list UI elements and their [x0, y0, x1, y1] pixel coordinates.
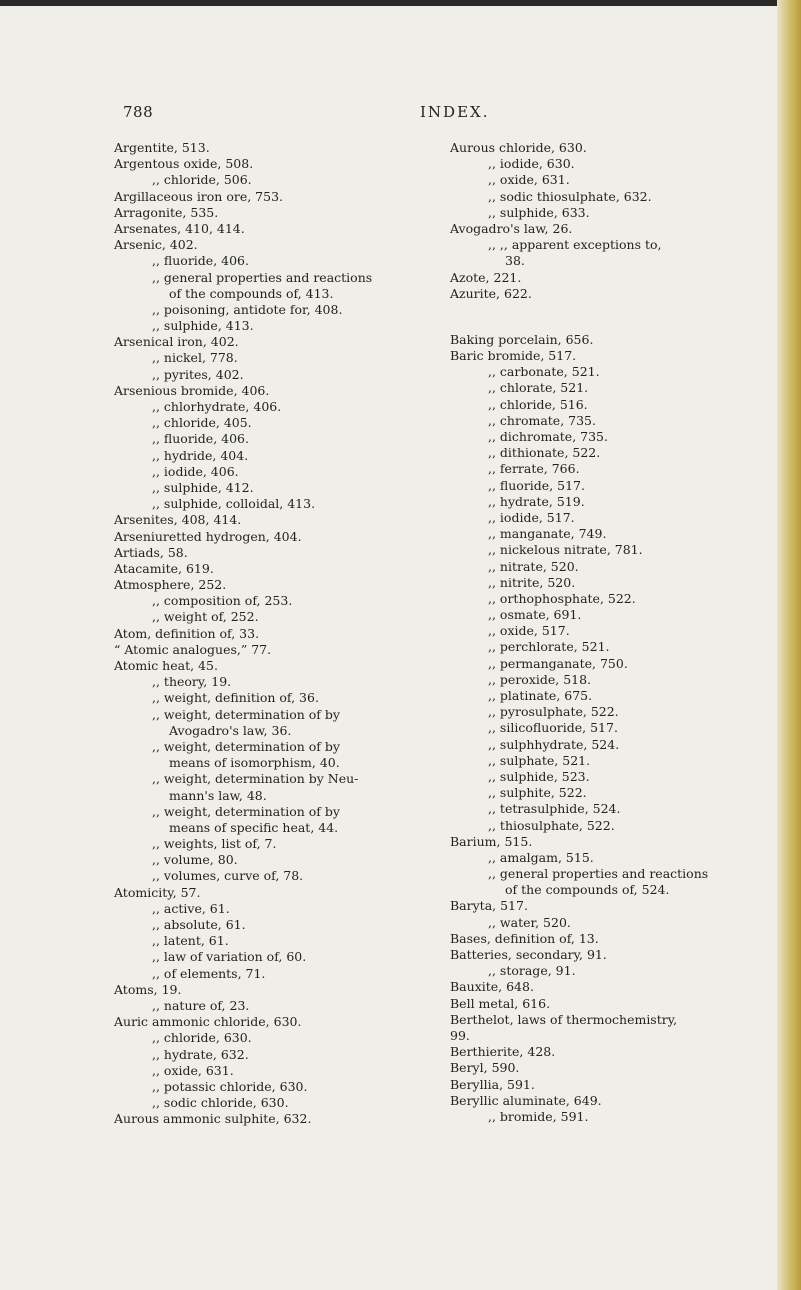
index-entry: Aurous ammonic sulphite, 632. — [114, 1111, 312, 1127]
index-column-left — [114, 140, 424, 1127]
index-subentry: ,, general properties and reactions — [488, 866, 709, 882]
index-subentry: ,, nickelous nitrate, 781. — [488, 542, 643, 558]
index-subentry: ,, chloride, 506. — [152, 172, 252, 188]
index-subentry: ,, sulphide, 633. — [488, 204, 590, 220]
index-entry: Beryllia, 591. — [450, 1076, 535, 1092]
index-subentry: of the compounds of, 524. — [505, 882, 670, 898]
index-subentry: ,, chromate, 735. — [488, 412, 596, 428]
index-entry: Azurite, 622. — [450, 285, 532, 301]
index-subentry: of the compounds of, 413. — [169, 285, 334, 301]
index-entry: Atoms, 19. — [114, 981, 182, 997]
index-entry: Avogadro's law, 26. — [450, 220, 573, 236]
index-entry: Bell metal, 616. — [450, 995, 551, 1011]
index-subentry: ,, thiosulphate, 522. — [488, 817, 615, 833]
index-entry: Berthierite, 428. — [450, 1044, 556, 1060]
index-subentry: ,, amalgam, 515. — [488, 849, 594, 865]
index-subentry: ,, volumes, curve of, 78. — [152, 868, 304, 884]
running-head: INDEX. — [420, 103, 490, 121]
index-subentry: ,, osmate, 691. — [488, 607, 582, 623]
index-entry: Beryllic aluminate, 649. — [450, 1092, 602, 1108]
index-subentry: ,, latent, 61. — [152, 933, 229, 949]
index-subentry: ,, weight, determination by Neu- — [152, 771, 359, 787]
index-subentry: ,, weight, determination of by — [152, 803, 340, 819]
index-subentry: ,, ferrate, 766. — [488, 461, 580, 477]
index-subentry: ,, weight of, 252. — [152, 609, 259, 625]
page-right-edge — [777, 0, 801, 1290]
index-subentry: ,, tetrasulphide, 524. — [488, 801, 621, 817]
index-subentry: ,, law of variation of, 60. — [152, 949, 307, 965]
index-subentry: ,, theory, 19. — [152, 674, 232, 690]
index-entry: Baryta, 517. — [450, 898, 528, 914]
index-subentry: ,, orthophosphate, 522. — [488, 590, 636, 606]
index-subentry: ,, weight, determination of by — [152, 706, 340, 722]
index-entry: Baric bromide, 517. — [450, 348, 577, 364]
page-top-edge — [0, 0, 801, 6]
page-number: 788 — [123, 103, 154, 121]
index-subentry: ,, iodide, 406. — [152, 463, 239, 479]
index-subentry: ,, oxide, 517. — [488, 623, 570, 639]
index-subentry: ,, sulphite, 522. — [488, 785, 587, 801]
index-entry: Artiads, 58. — [114, 544, 188, 560]
index-subentry: ,, platinate, 675. — [488, 688, 593, 703]
index-subentry: ,, oxide, 631. — [152, 1062, 234, 1078]
index-subentry: ,, hydrate, 632. — [152, 1046, 249, 1062]
index-subentry: ,, volume, 80. — [152, 852, 238, 868]
index-subentry: ,, sulphhydrate, 524. — [488, 736, 620, 752]
index-subentry: ,, chloride, 405. — [152, 415, 252, 431]
index-entry: Argentite, 513. — [114, 140, 210, 155]
index-subentry: ,, iodide, 517. — [488, 509, 575, 525]
index-entry: Argentous oxide, 508. — [114, 156, 254, 172]
index-subentry: ,, manganate, 749. — [488, 526, 607, 542]
index-entry: Beryl, 590. — [450, 1060, 520, 1076]
index-entry: Berthelot, laws of thermochemistry, — [450, 1011, 678, 1027]
index-subentry: ,, sulphide, colloidal, 413. — [152, 496, 316, 512]
index-subentry: ,, sulphide, 413. — [152, 318, 254, 334]
index-subentry: ,, sulphide, 412. — [152, 479, 254, 495]
index-subentry: ,, hydrate, 519. — [488, 493, 585, 509]
index-subentry: ,, nickel, 778. — [152, 350, 238, 366]
index-subentry: ,, peroxide, 518. — [488, 671, 592, 687]
index-subentry: ,, fluoride, 517. — [488, 477, 585, 493]
index-subentry: ,, nitrite, 520. — [488, 574, 576, 590]
index-subentry: ,, pyrites, 402. — [152, 366, 244, 382]
index-subentry: ,, of elements, 71. — [152, 965, 266, 981]
index-subentry: ,, iodide, 630. — [488, 156, 575, 172]
index-subentry: ,, absolute, 61. — [152, 917, 246, 932]
index-subentry: ,, chloride, 516. — [488, 396, 588, 412]
index-entry: Atomicity, 57. — [114, 884, 201, 900]
index-entry: Arsenious bromide, 406. — [114, 382, 270, 398]
index-subentry: ,, sodic chloride, 630. — [152, 1095, 289, 1111]
index-entry: 99. — [450, 1027, 470, 1043]
index-entry: Arseniuretted hydrogen, 404. — [114, 528, 302, 544]
index-entry: Argillaceous iron ore, 753. — [114, 188, 284, 204]
index-entry: Barium, 515. — [450, 833, 533, 849]
index-subentry: ,, oxide, 631. — [488, 172, 570, 188]
index-subentry: ,, composition of, 253. — [152, 593, 293, 609]
index-subentry: ,, ,, apparent exceptions to, — [488, 237, 662, 253]
index-entry: Baking porcelain, 656. — [450, 331, 594, 347]
index-subentry: ,, hydride, 404. — [152, 447, 249, 463]
index-subentry: ,, potassic chloride, 630. — [152, 1078, 308, 1094]
index-subentry: ,, carbonate, 521. — [488, 364, 600, 380]
index-subentry: ,, sulphate, 521. — [488, 752, 591, 768]
index-subentry: ,, sodic thiosulphate, 632. — [488, 188, 652, 204]
index-entry: Atomic heat, 45. — [114, 658, 218, 673]
index-entry: Auric ammonic chloride, 630. — [114, 1014, 302, 1030]
index-subentry: ,, weights, list of, 7. — [152, 836, 277, 852]
index-column-right — [450, 140, 776, 1125]
index-entry: Arragonite, 535. — [114, 204, 219, 220]
index-subentry: ,, nitrate, 520. — [488, 558, 579, 574]
index-entry: Bauxite, 648. — [450, 979, 534, 995]
index-subentry: ,, fluoride, 406. — [152, 431, 249, 447]
index-subentry: ,, perchlorate, 521. — [488, 639, 610, 655]
index-subentry: ,, chloride, 630. — [152, 1030, 252, 1046]
index-subentry: 38. — [505, 253, 525, 269]
index-subentry: mann's law, 48. — [169, 787, 267, 803]
index-entry: Arsenical iron, 402. — [114, 334, 239, 350]
index-entry: Bases, definition of, 13. — [450, 930, 599, 946]
index-entry: “ Atomic analogues,” 77. — [114, 641, 272, 657]
index-subentry: ,, weight, definition of, 36. — [152, 690, 319, 706]
index-subentry: ,, nature of, 23. — [152, 997, 250, 1013]
index-subentry: ,, chlorhydrate, 406. — [152, 399, 282, 414]
index-subentry: means of isomorphism, 40. — [169, 755, 340, 771]
index-subentry: ,, pyrosulphate, 522. — [488, 704, 619, 720]
index-subentry: ,, water, 520. — [488, 914, 571, 930]
index-subentry: ,, dichromate, 735. — [488, 429, 608, 444]
index-entry: Atmosphere, 252. — [114, 577, 227, 593]
index-subentry: Avogadro's law, 36. — [169, 722, 292, 738]
index-subentry: ,, bromide, 591. — [488, 1108, 589, 1124]
index-entry: Arsenates, 410, 414. — [114, 220, 245, 236]
index-entry: Aurous chloride, 630. — [450, 140, 587, 155]
index-subentry: means of specific heat, 44. — [169, 819, 339, 835]
index-subentry: ,, sulphide, 523. — [488, 768, 590, 784]
index-subentry: ,, storage, 91. — [488, 963, 576, 979]
index-subentry: ,, active, 61. — [152, 900, 230, 916]
index-entry — [450, 302, 776, 332]
index-subentry: ,, chlorate, 521. — [488, 380, 589, 396]
index-entry: Atacamite, 619. — [114, 560, 214, 576]
index-entry: Arsenic, 402. — [114, 237, 198, 253]
index-subentry: ,, fluoride, 406. — [152, 253, 249, 269]
index-subentry: ,, silicofluoride, 517. — [488, 720, 618, 736]
index-subentry: ,, poisoning, antidote for, 408. — [152, 301, 343, 317]
index-subentry: ,, permanganate, 750. — [488, 655, 628, 671]
index-subentry: ,, dithionate, 522. — [488, 445, 601, 461]
index-entry: Arsenites, 408, 414. — [114, 512, 242, 528]
index-entry: Azote, 221. — [450, 269, 522, 285]
index-entry: Atom, definition of, 33. — [114, 625, 260, 641]
index-subentry: ,, general properties and reactions — [152, 269, 373, 285]
index-subentry: ,, weight, determination of by — [152, 738, 340, 754]
index-entry: Batteries, secondary, 91. — [450, 947, 607, 962]
